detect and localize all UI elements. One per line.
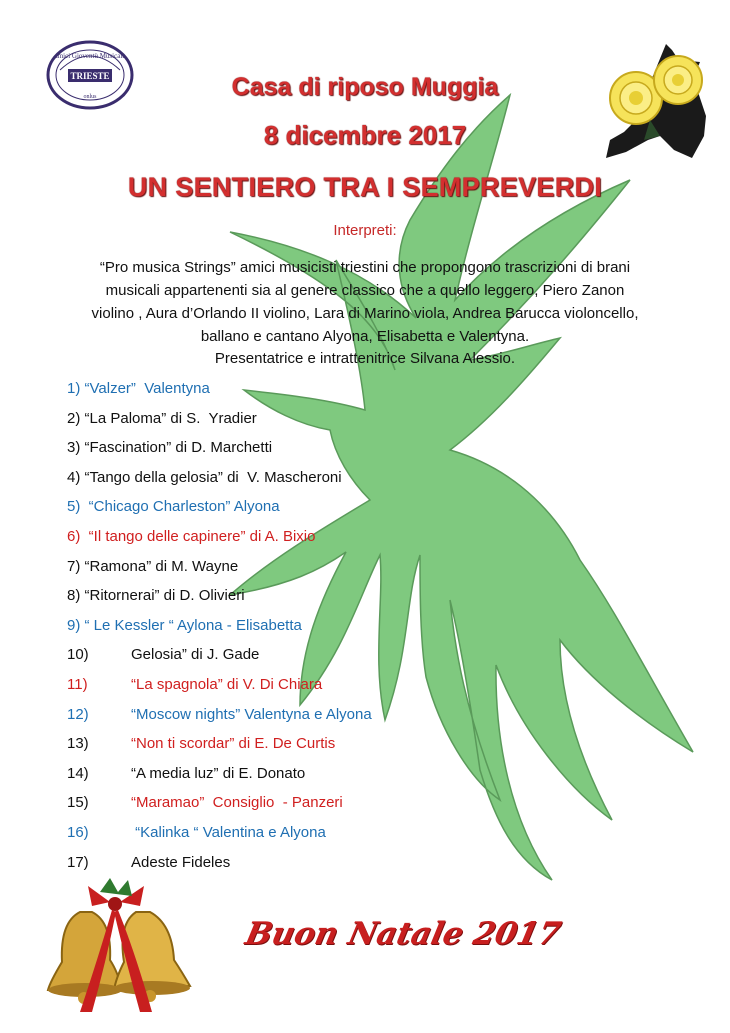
venue-title: Casa di riposo Muggia bbox=[231, 73, 499, 101]
svg-text:TRIESTE: TRIESTE bbox=[70, 71, 110, 81]
program-item-text: “La spagnola” di V. Di Chiara bbox=[131, 676, 323, 693]
program-item-number: 10) bbox=[67, 646, 89, 663]
performers-label: Interpreti: bbox=[333, 222, 397, 239]
program-item-number: 12) bbox=[67, 706, 89, 723]
svg-text:amici Gioventù Musicale: amici Gioventù Musicale bbox=[54, 52, 126, 60]
performers-line: musicali appartenenti sia al genere classico che a quello leggero, Piero Zanon bbox=[105, 282, 625, 299]
date-title: 8 dicembre 2017 bbox=[263, 120, 467, 150]
program-item bbox=[67, 380, 667, 400]
program-item-text: 4) “Tango della gelosia” di V. Mascheroni bbox=[67, 469, 342, 486]
program-item-text: 2) “La Paloma” di S. Yradier bbox=[67, 410, 257, 427]
program-item bbox=[67, 617, 667, 637]
program-item-number: 13) bbox=[67, 735, 89, 752]
program-item-text: 1) “Valzer” Valentyna bbox=[67, 380, 210, 397]
program-item-number: 15) bbox=[67, 794, 89, 811]
program-item bbox=[67, 706, 667, 726]
program-item bbox=[67, 410, 667, 430]
program-item-text: “A media luz” di E. Donato bbox=[131, 765, 306, 782]
program-item-text: 7) “Ramona” di M. Wayne bbox=[67, 558, 239, 575]
concert-title: UN SENTIERO TRA I SEMPREVERDI bbox=[127, 172, 603, 202]
program-item bbox=[67, 676, 667, 696]
performers-line: ballano e cantano Alyona, Elisabetta e Valentyna. bbox=[200, 328, 530, 345]
christmas-bells-image bbox=[40, 872, 200, 1022]
program-item-text: 6) “Il tango delle capinere” di A. Bixio bbox=[67, 528, 316, 545]
program-item bbox=[67, 439, 667, 459]
program-item-text: 8) “Ritornerai” di D. Olivieri bbox=[67, 587, 245, 604]
program-item-number: 14) bbox=[67, 765, 89, 782]
program-item bbox=[67, 498, 667, 518]
program-item-text: Adeste Fideles bbox=[131, 854, 231, 871]
program-item bbox=[67, 794, 667, 814]
program-item-text: “Maramao” Consiglio - Panzeri bbox=[131, 794, 343, 811]
program-item bbox=[67, 587, 667, 607]
program-item-text: 3) “Fascination” di D. Marchetti bbox=[67, 439, 273, 456]
program-item bbox=[67, 646, 667, 666]
program-item bbox=[67, 469, 667, 489]
program-item bbox=[67, 558, 667, 578]
svg-text:onlus: onlus bbox=[83, 94, 97, 100]
program-item bbox=[67, 528, 667, 548]
program-item-text: “Moscow nights” Valentyna e Alyona bbox=[131, 706, 372, 723]
christmas-greeting: Buon Natale 2017 bbox=[242, 916, 564, 952]
program-item-text: 9) “ Le Kessler “ Aylona - Elisabetta bbox=[67, 617, 302, 634]
program-item-number: 16) bbox=[67, 824, 89, 841]
program-item bbox=[67, 824, 667, 844]
program-item-text: “Kalinka “ Valentina e Alyona bbox=[131, 824, 326, 841]
program-item bbox=[67, 735, 667, 755]
performers-line: violino , Aura d’Orlando II violino, Lara di Marino viola, Andrea Barucca violoncello, bbox=[91, 305, 639, 322]
program-item-text: Gelosia” di J. Gade bbox=[131, 646, 260, 663]
program-item bbox=[67, 765, 667, 785]
program-item bbox=[67, 854, 667, 874]
program-item-number: 17) bbox=[67, 854, 89, 871]
program-item-text: 5) “Chicago Charleston” Alyona bbox=[67, 498, 280, 515]
performers-line: Presentatrice e intrattenitrice Silvana Alessio. bbox=[214, 350, 516, 367]
program-item-text: “Non ti scordar” di E. De Curtis bbox=[131, 735, 336, 752]
performers-line: “Pro musica Strings” amici musicisti triestini che propongono trascrizioni di brani bbox=[99, 259, 631, 276]
program-item-number: 11) bbox=[67, 676, 88, 693]
